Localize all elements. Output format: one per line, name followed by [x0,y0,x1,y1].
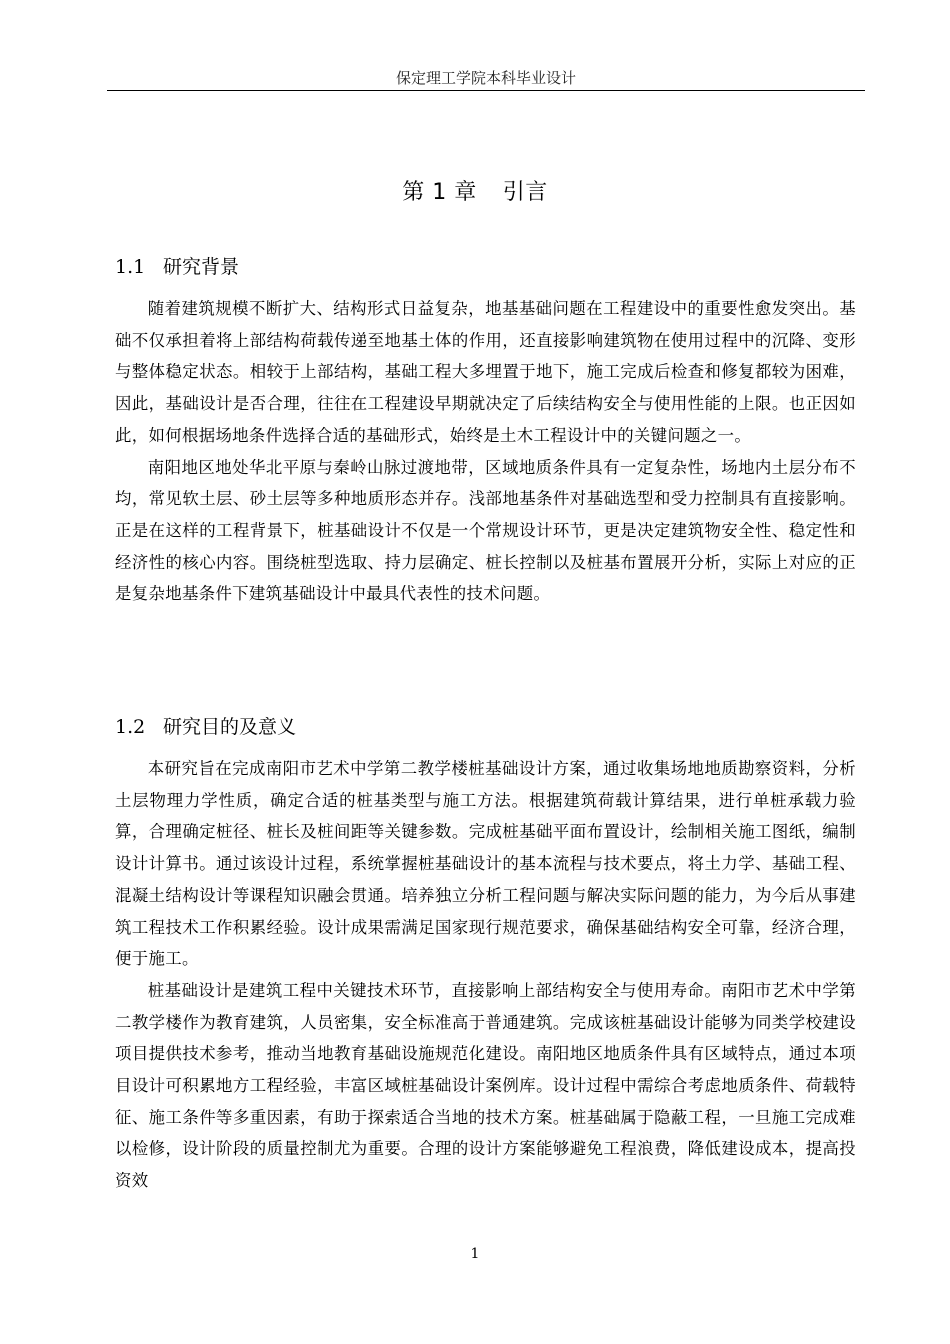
paragraph: 桩基础设计是建筑工程中关键技术环节，直接影响上部结构安全与使用寿命。南阳市艺术中学第二教学楼作为教育建筑，人员密集，安全标准高于普通建筑。完成该桩基础设计能够为同类学校建设项目提供技术参考，推动当地教育基础设施规范化建设。南阳地区地质条件具有区域特点，通过本项目设计可积累地方工程经验，丰富区域桩基础设计案例库。设计过程中需综合考虑地质条件、荷载特征、施工条件等多重因素，有助于探索适合当地的技术方案。桩基础属于隐蔽工程，一旦施工完成难以检修，设计阶段的质量控制尤为重要。合理的设计方案能够避免工程浪费，降低建设成本，提高投资效 [115,980,856,1191]
section-number: 1.1 [115,256,146,278]
section-1-1-body [115,293,856,610]
chapter-name: 引言 [502,180,548,205]
section-1-2-body [115,753,856,1197]
running-header: 保定理工学院本科毕业设计 [107,66,865,91]
chapter-title [0,176,950,210]
section-title: 研究背景 [163,256,240,278]
section-heading-1-2 [115,712,296,742]
paragraph: 随着建筑规模不断扩大、结构形式日益复杂，地基基础问题在工程建设中的重要性愈发突出。基础不仅承担着将上部结构荷载传递至地基土体的作用，还直接影响建筑物在使用过程中的沉降、变形与整体稳定状态。相较于上部结构，基础工程大多埋置于地下，施工完成后检查和修复都较为困难，因此，基础设计是否合理，往往在工程建设早期就决定了后续结构安全与使用性能的上限。也正因如此，如何根据场地条件选择合适的基础形式，始终是土木工程设计中的关键问题之一。 [115,299,856,445]
paragraph: 南阳地区地处华北平原与秦岭山脉过渡地带，区域地质条件具有一定复杂性，场地内土层分布不均，常见软土层、砂土层等多种地质形态并存。浅部地基条件对基础选型和受力控制具有直接影响。正是在这样的工程背景下，桩基础设计不仅是一个常规设计环节，更是决定建筑物安全性、稳定性和经济性的核心内容。围绕桩型选取、持力层确定、桩长控制以及桩基布置展开分析，实际上对应的正是复杂地基条件下建筑基础设计中最具代表性的技术问题。 [115,457,856,604]
chapter-number: 第 1 章 [402,180,477,205]
section-title: 研究目的及意义 [163,716,297,738]
paragraph: 本研究旨在完成南阳市艺术中学第二教学楼桩基础设计方案，通过收集场地地质勘察资料，分析土层物理力学性质，确定合适的桩基类型与施工方法。根据建筑荷载计算结果，进行单桩承载力验算，合理确定桩径、桩长及桩间距等关键参数。完成桩基础平面布置设计，绘制相关施工图纸，编制设计计算书。通过该设计过程，系统掌握桩基础设计的基本流程与技术要点，将土力学、基础工程、混凝土结构设计等课程知识融会贯通。培养独立分析工程问题与解决实际问题的能力，为今后从事建筑工程技术工作积累经验。设计成果需满足国家现行规范要求，确保基础结构安全可靠，经济合理，便于施工。 [115,759,856,969]
section-number: 1.2 [115,716,146,738]
page-number: 1 [470,1246,480,1262]
section-heading-1-1 [115,252,239,282]
